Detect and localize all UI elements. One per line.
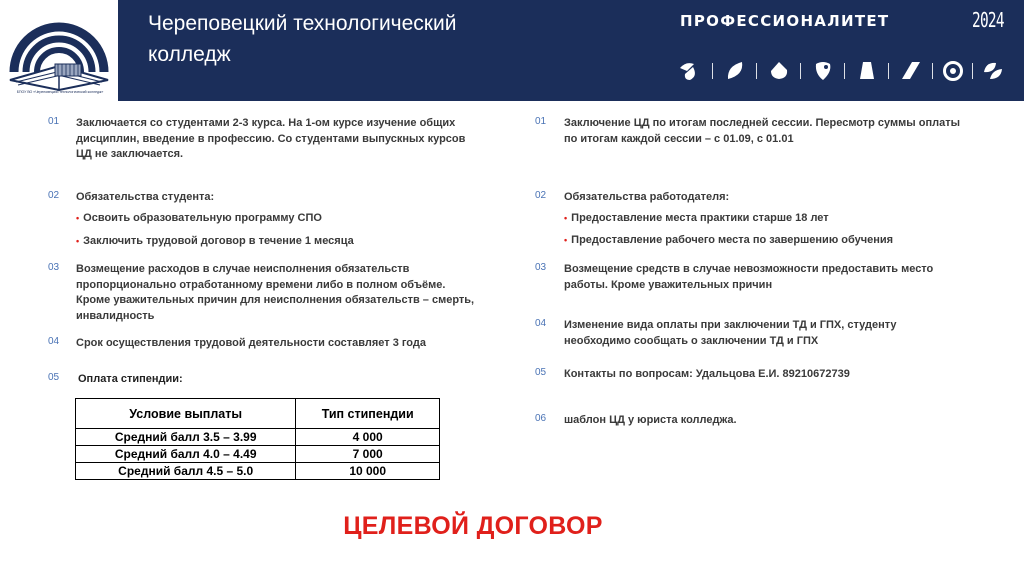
bullet-item: • Заключить трудовой договор в течение 1 месяца	[76, 235, 354, 247]
item-title: Обязательства студента:	[76, 191, 215, 203]
icon-separator	[800, 63, 801, 79]
item-number: 05	[48, 372, 60, 383]
table-cell: 7 000	[296, 446, 440, 463]
college-title: Череповецкий технологический колледж	[148, 12, 457, 66]
table-cell: 10 000	[296, 463, 440, 480]
table-cell: Средний балл 3.5 – 3.99	[76, 429, 296, 446]
college-logo	[0, 0, 118, 101]
icon-separator	[888, 63, 889, 79]
item-number: 03	[48, 262, 60, 273]
item-number: 05	[535, 367, 547, 378]
item-number: 04	[535, 318, 547, 329]
bullet-dot-icon: •	[76, 236, 80, 246]
table-header-row	[76, 399, 440, 429]
icon-separator	[972, 63, 973, 79]
table-header-cell: Тип стипендии	[296, 399, 440, 429]
item-number: 03	[535, 262, 547, 273]
scholarship-table	[75, 398, 440, 480]
bell-icon	[854, 58, 880, 84]
item-number: 02	[48, 190, 60, 201]
drop-icon	[766, 58, 792, 84]
item-text: Заключается со студентами 2-3 курса. На 1-ом курсе изучение общих дисциплин, введение в профессию. Со студентами выпускных курсов ЦД не заключается.	[76, 117, 466, 160]
logo-caption: БПОУ ВО «Череповецкий технологический колледж»	[16, 90, 104, 94]
bullet-dot-icon: •	[564, 235, 568, 245]
page-title: ЦЕЛЕВОЙ ДОГОВОР	[343, 512, 603, 540]
bullet-dot-icon: •	[564, 213, 568, 223]
table-row	[76, 429, 440, 446]
item-text: Изменение вида оплаты при заключении ТД и ГПХ, студенту необходимо сообщать о заключении ТД и ГПХ	[564, 319, 897, 347]
item-text: Заключение ЦД по итогам последней сессии. Пересмотр суммы оплаты по итогам каждой сессии – с 01.09, с 01.01	[564, 117, 960, 145]
item-text: Возмещение расходов в случае неисполнения обязательств пропорционально отработанному времени либо в полном объёме. Кроме уважительных причин для неисполнения обязательств – смерть, инвалидность	[76, 263, 475, 322]
item-number: 06	[535, 413, 547, 424]
icon-separator	[932, 63, 933, 79]
item-title: Обязательства работодателя:	[564, 191, 730, 203]
bullet-item: • Предоставление места практики старше 18 лет	[564, 212, 829, 224]
table-row	[76, 446, 440, 463]
leaf-icon	[676, 58, 702, 84]
item-text: Срок осуществления трудовой деятельности составляет 3 года	[76, 337, 426, 349]
bullet-item: • Предоставление рабочего места по завершению обучения	[564, 234, 894, 246]
icon-separator	[756, 63, 757, 79]
item-text: Контакты по вопросам: Удальцова Е.И. 89210672739	[564, 368, 850, 380]
item-text: Оплата стипендии:	[78, 373, 183, 385]
slash-icon	[898, 58, 924, 84]
table-cell: Средний балл 4.0 – 4.49	[76, 446, 296, 463]
item-number: 02	[535, 190, 547, 201]
icon-separator	[844, 63, 845, 79]
item-text: Возмещение средств в случае невозможности предоставить место работы. Кроме уважительных причин	[564, 263, 934, 291]
item-number: 01	[535, 116, 547, 127]
item-number: 01	[48, 116, 60, 127]
brand-wordmark: ПРОФЕССИОНАЛИТЕТ	[680, 12, 890, 30]
leaf-double-icon	[980, 58, 1006, 84]
item-text: шаблон ЦД у юриста колледжа.	[564, 414, 737, 426]
ring-icon	[940, 58, 966, 84]
table-cell: 4 000	[296, 429, 440, 446]
table-row	[76, 463, 440, 480]
icon-separator	[712, 63, 713, 79]
petal-icon	[722, 58, 748, 84]
heart-icon	[810, 58, 836, 84]
bullet-item: • Освоить образовательную программу СПО	[76, 212, 322, 224]
header-bar	[0, 0, 1024, 101]
year-label: 2024	[972, 8, 1004, 32]
bullet-dot-icon: •	[76, 213, 80, 223]
item-number: 04	[48, 336, 60, 347]
table-header-cell: Условие выплаты	[76, 399, 296, 429]
table-cell: Средний балл 4.5 – 5.0	[76, 463, 296, 480]
